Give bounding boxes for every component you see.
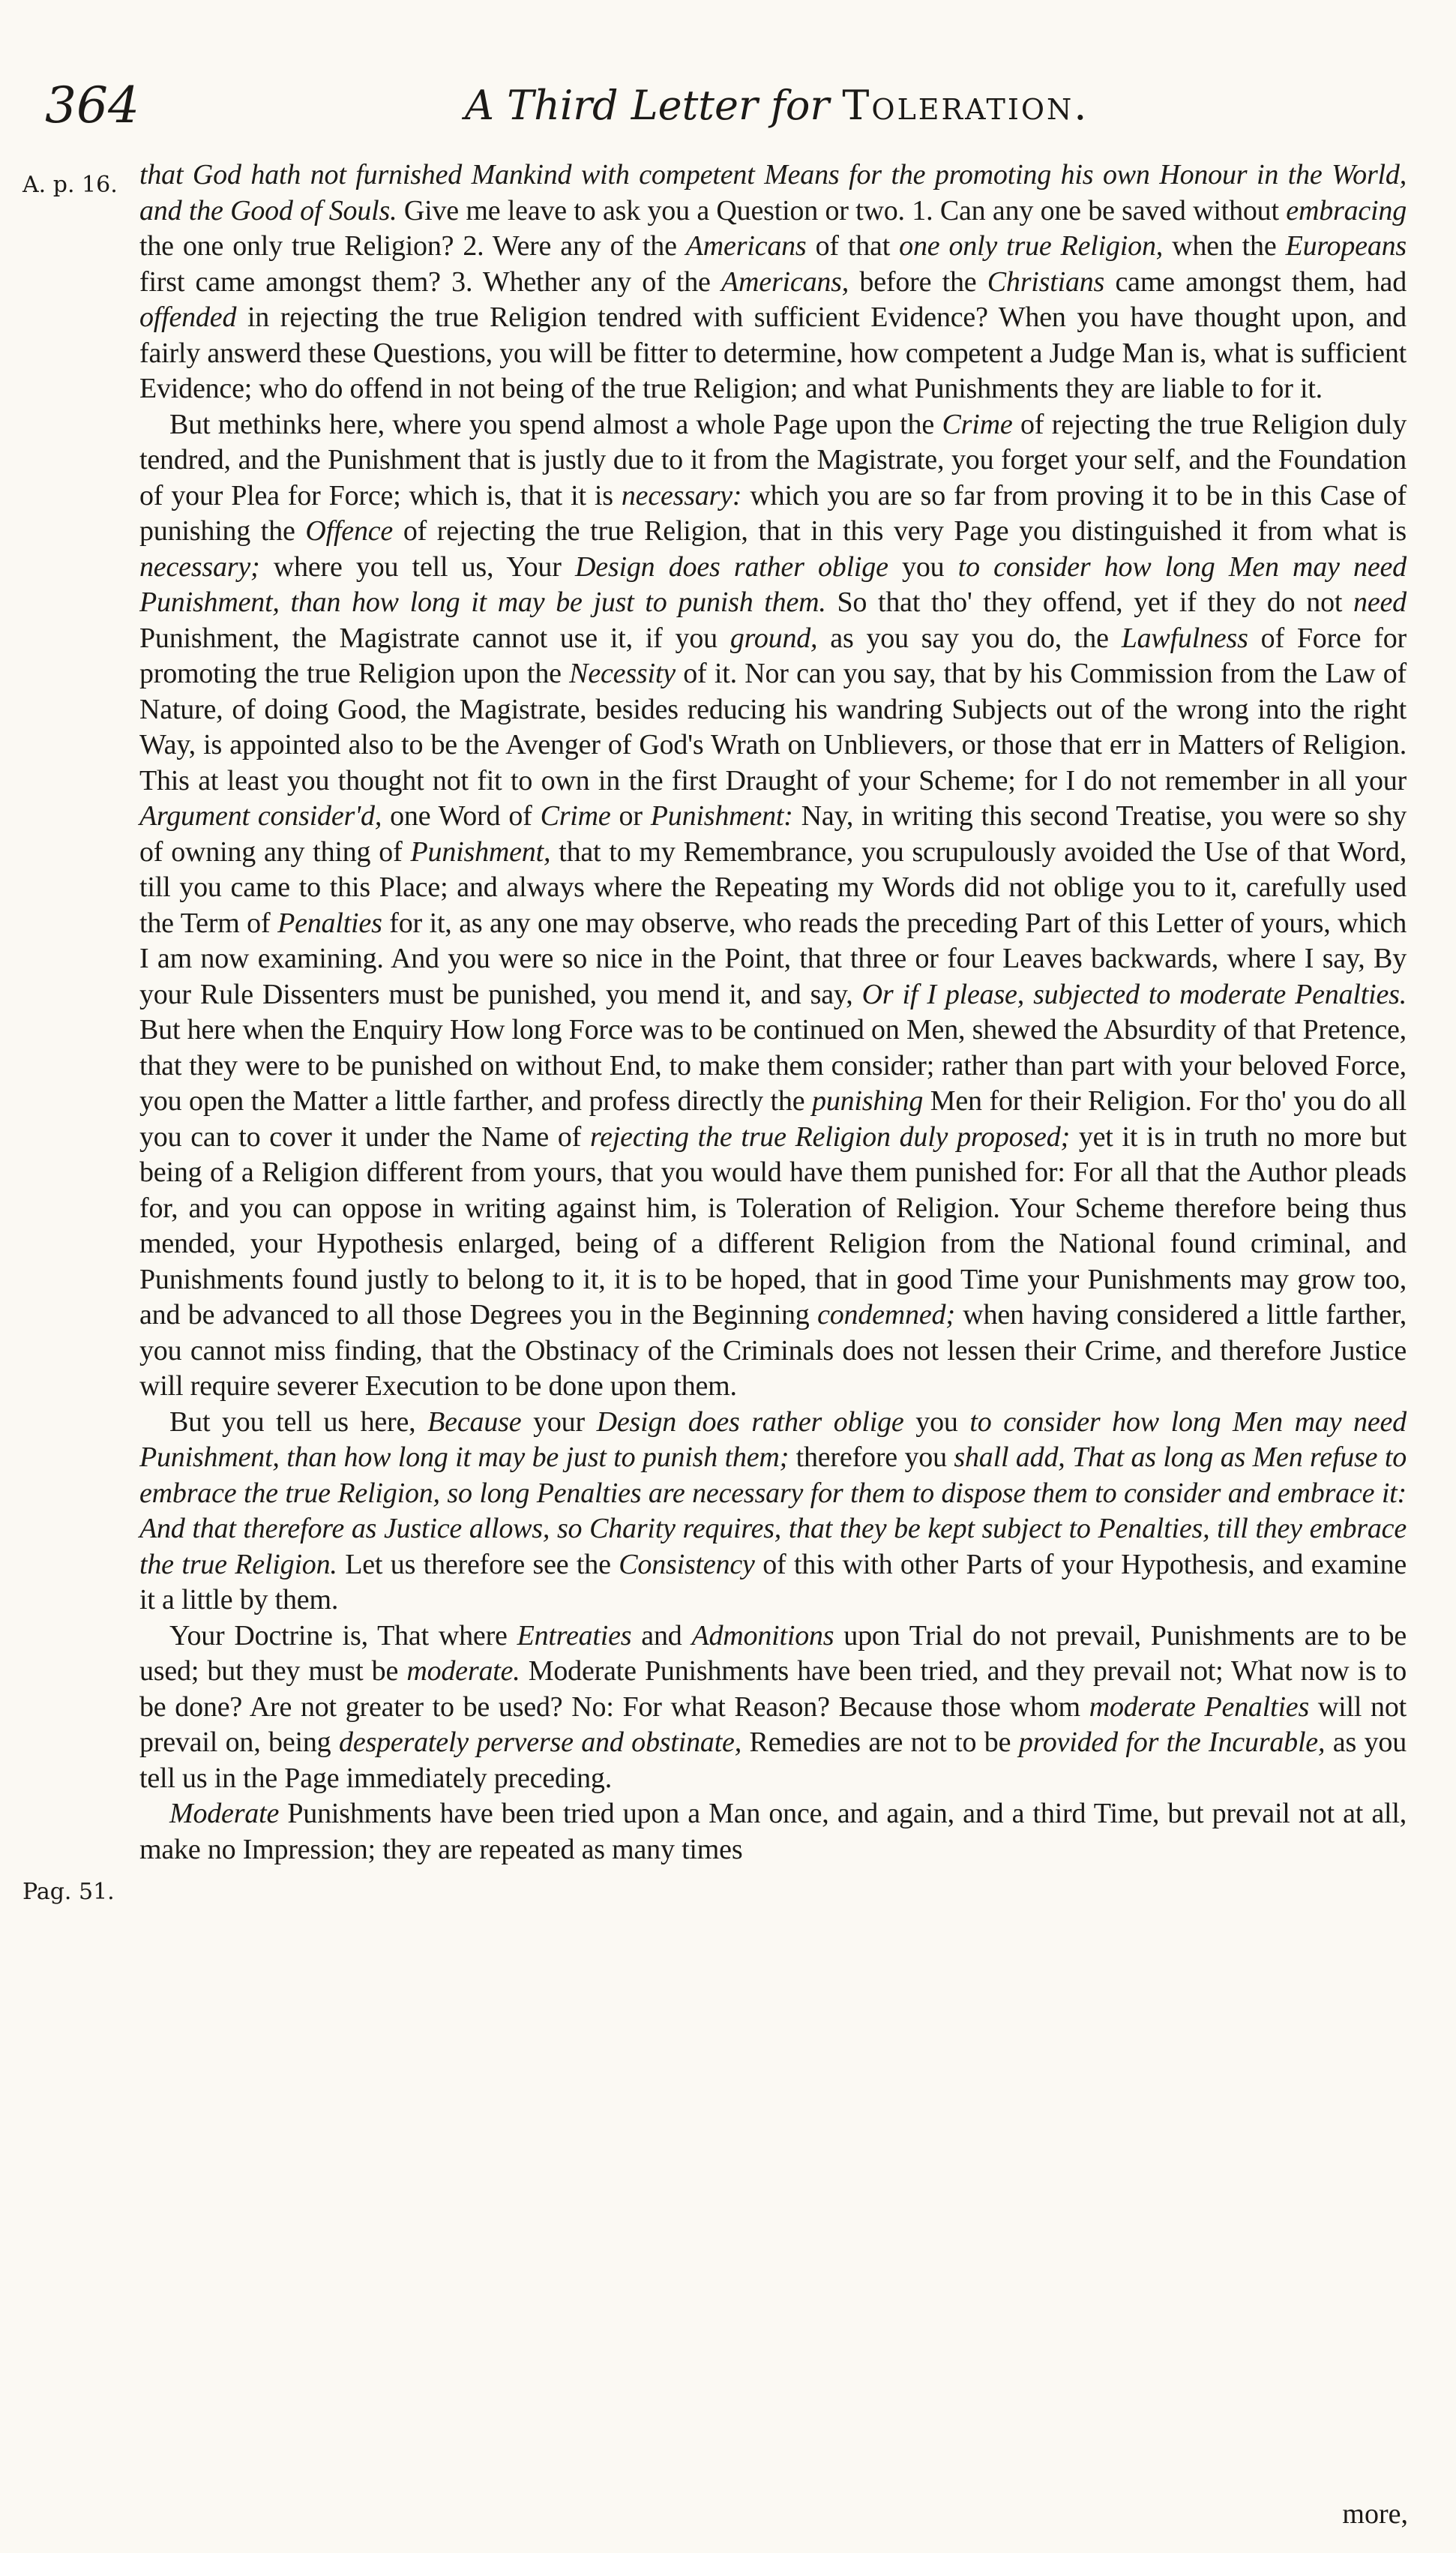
running-title-italic: A Third Letter for (465, 82, 843, 129)
paragraph: But you tell us here, Because your Design does rather oblige you to consider how long Men may need Punishment, than how long it may be just to punish them; therefore you shall add, That as long as Men refuse to embrace the true Religion, so long Penalties are necessary for them to dispose them to consider and embrace it: And that therefore as Justice allows, so Charity requires, that they be kept subject to Penalties, till they embrace the true Religion. Let us therefore see the Consistency of this with other Parts of your Hypothesis, and examine it a little by them. (139, 1406, 1407, 1616)
paragraph: that God hath not furnished Mankind with competent Means for the promoting his own Honour in the World, and the Good of Souls. Give me leave to ask you a Question or two. 1. Can any one be saved without embracing the one only true Religion? 2. Were any of the Americans of that one only true Religion, when the Europeans first came amongst them? 3. Whether any of the Americans, before the Christians came amongst them, had offended in rejecting the true Religion tendred with sufficient Evidence? When you have thought upon, and fairly answerd these Questions, you will be fitter to determine, how competent a Judge Man is, what is sufficient Evidence; who do offend in not being of the true Religion; and what Punishments they are liable to for it. (139, 159, 1407, 404)
body-text (139, 158, 1407, 1868)
running-title-caps: Toleration. (842, 82, 1089, 129)
running-title (465, 82, 1089, 129)
page-number: 364 (45, 76, 139, 134)
paragraph: Your Doctrine is, That where Entreaties and Admonitions upon Trial do not prevail, Punishments are to be used; but they must be moderate. Moderate Punishments have been tried, and they prevail not; What now is to be done? Are not greater to be used? No: For what Reason? Because those whom moderate Penalties will not prevail on, being desperately perverse and obstinate, Remedies are not to be provided for the Incurable, as you tell us in the Page immediately preceding. (139, 1619, 1407, 1794)
catchword: more, (1342, 2498, 1408, 2530)
page-header (45, 76, 1410, 156)
paragraph: Moderate Punishments have been tried upon a Man once, and again, and a third Time, but prevail not at all, make no Impression; they are repeated as many times (139, 1798, 1407, 1865)
margin-note-first: A. p. 16. (22, 172, 118, 198)
paragraph: But methinks here, where you spend almost a whole Page upon the Crime of rejecting the true Religion duly tendred, and the Punishment that is justly due to it from the Magistrate, you forget your self, and the Foundation of your Plea for Force; which is, that it is necessary: which you are so far from proving it to be in this Case of punishing the Offence of rejecting the true Religion, that in this very Page you distinguished it from what is necessary; where you tell us, Your Design does rather oblige you to consider how long Men may need Punishment, than how long it may be just to punish them. So that tho' they offend, yet if they do not need Punishment, the Magistrate cannot use it, if you ground, as you say you do, the Lawfulness of Force for promoting the true Religion upon the Necessity of it. Nor can you say, that by his Commission from the Law of Nature, of doing Good, the Magistrate, besides reducing his wandring Subjects out of the wrong into the right Way, is appointed also to be the Avenger of God's Wrath on Unblievers, or those that err in Matters of Religion. This at least you thought not fit to own in the first Draught of your Scheme; for I do not remember in all your Argument consider'd, one Word of Crime or Punishment: Nay, in writing this second Treatise, you were so shy of owning any thing of Punishment, that to my Remembrance, you scrupulously avoided the Use of that Word, till you came to this Place; and always where the Repeating my Words did not oblige you to it, carefully used the Term of Penalties for it, as any one may observe, who reads the preceding Part of this Letter of yours, which I am now examining. And you were so nice in the Point, that three or four Leaves backwards, where I say, By your Rule Dissenters must be punished, you mend it, and say, Or if I please, subjected to moderate Penalties. But here when the Enquiry How long Force was to be continued on Men, shewed the Absurdity of that Pretence, that they were to be punished on without End, to make them consider; rather than part with your beloved Force, you open the Matter a little farther, and profess directly the punishing Men for their Religion. For tho' you do all you can to cover it under the Name of rejecting the true Religion duly proposed; yet it is in truth no more but being of a Religion different from yours, that you would have them punished for: For all that the Author pleads for, and you can oppose in writing against him, is Toleration of Religion. Your Scheme therefore being thus mended, your Hypothesis enlarged, being of a different Religion from the National found criminal, and Punishments found justly to belong to it, it is to be hoped, that in good Time your Punishments may grow too, and be advanced to all those Degrees you in the Beginning condemned; when having considered a little farther, you cannot miss finding, that the Obstinacy of the Criminals does not lessen their Crime, and therefore Justice will require severer Execution to be done upon them. (139, 408, 1407, 1402)
margin-note-second: Pag. 51. (22, 1879, 115, 1905)
